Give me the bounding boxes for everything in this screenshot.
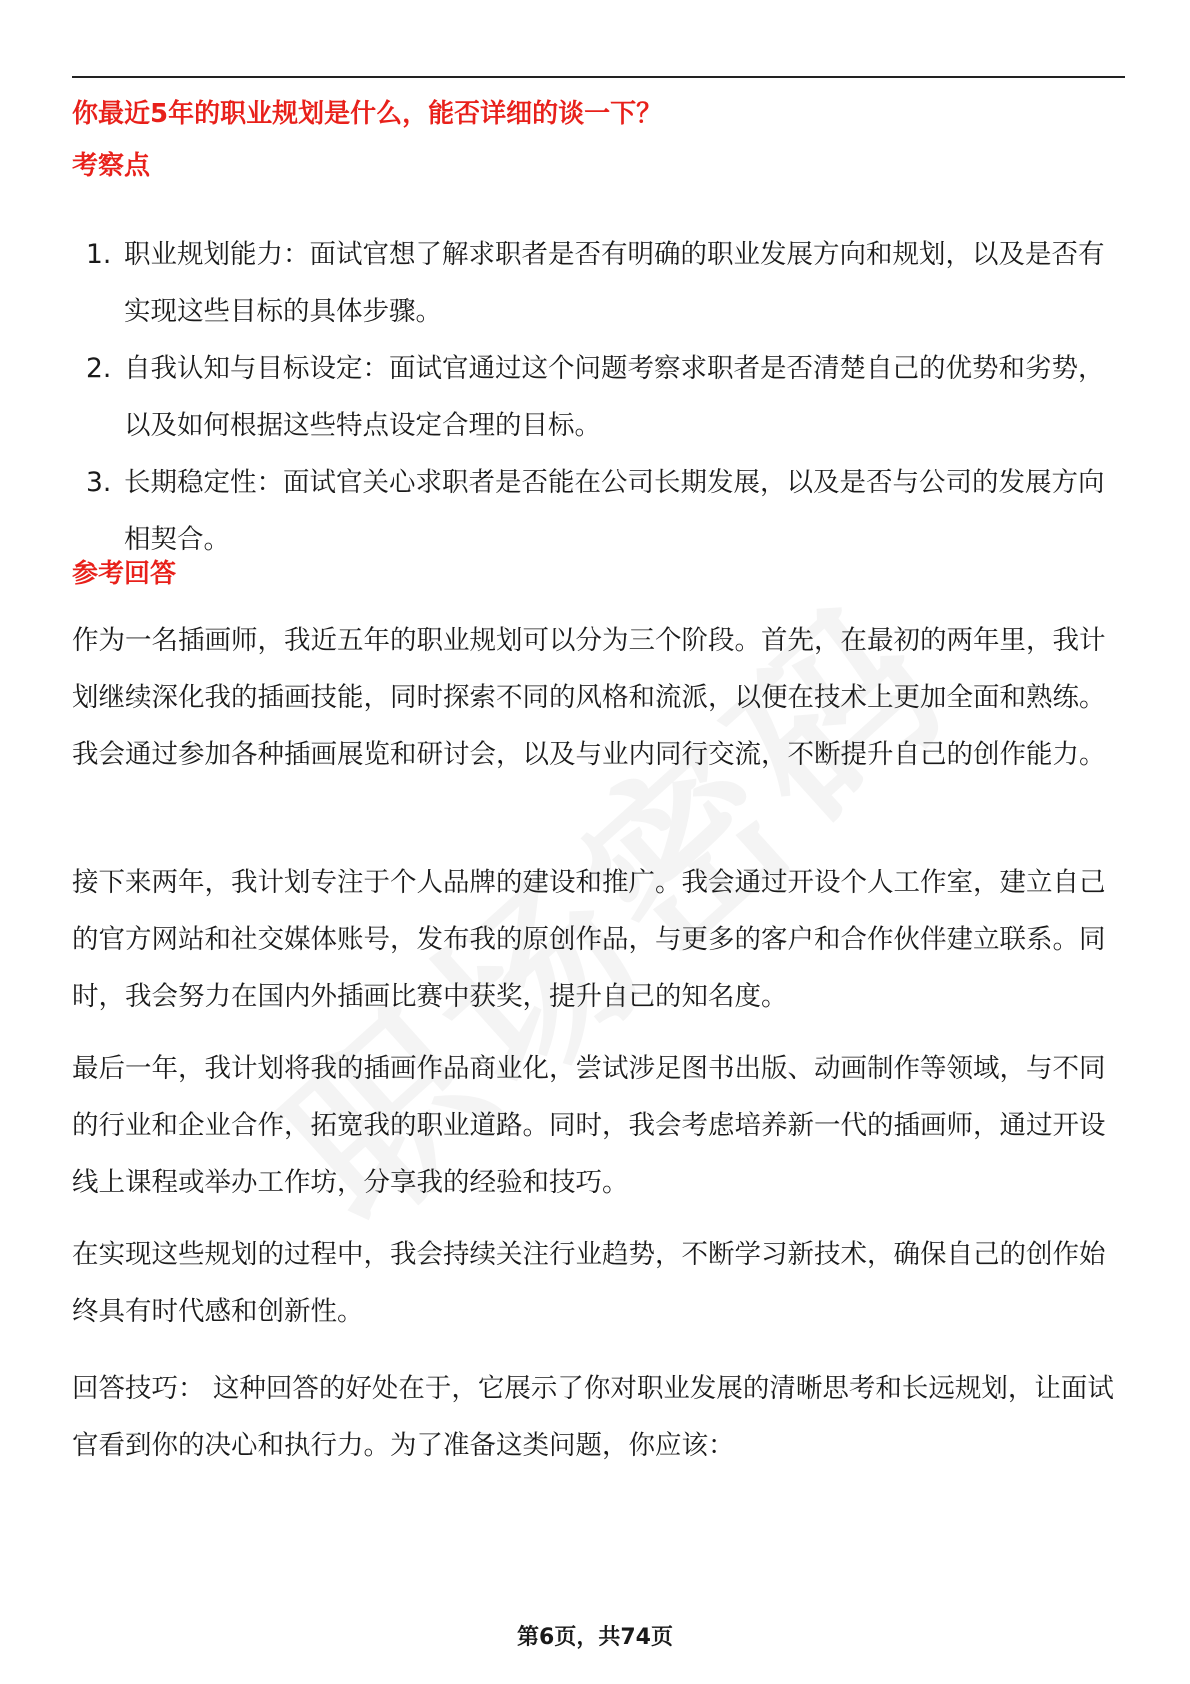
answer-paragraph: 接下来两年，我计划专注于个人品牌的建设和推广。我会通过开设个人工作室，建立自己的官方网站和社交媒体账号，发布我的原创作品，与更多的客户和合作伙伴建立联系。同时，我会努力在国内外插画比赛中获奖，提升自己的知名度。	[72, 867, 1106, 1012]
top-divider	[72, 76, 1125, 78]
list-item	[72, 454, 1122, 568]
list-item	[72, 340, 1122, 454]
list-number: 2.	[86, 353, 112, 384]
answer-paragraph: 作为一名插画师，我近五年的职业规划可以分为三个阶段。首先，在最初的两年里，我计划继续深化我的插画技能，同时探索不同的风格和流派，以便在技术上更加全面和熟练。我会通过参加各种插画展览和研讨会，以及与业内同行交流，不断提升自己的创作能力。	[72, 625, 1106, 770]
list-item-text: 长期稳定性：面试官关心求职者是否能在公司长期发展，以及是否与公司的发展方向相契合。	[124, 467, 1105, 555]
answer-paragraph: 最后一年，我计划将我的插画作品商业化，尝试涉足图书出版、动画制作等领域，与不同的行业和企业合作，拓宽我的职业道路。同时，我会考虑培养新一代的插画师，通过开设线上课程或举办工作坊，分享我的经验和技巧。	[72, 1053, 1106, 1198]
observation-list	[72, 226, 1122, 568]
answer-heading: 参考回答	[72, 559, 177, 589]
list-item-text: 自我认知与目标设定：面试官通过这个问题考察求职者是否清楚自己的优势和劣势，以及如何根据这些特点设定合理的目标。	[124, 353, 1105, 441]
question-title: 你最近5年的职业规划是什么，能否详细的谈一下？	[72, 99, 663, 129]
page-footer: 第6页，共74页	[517, 1625, 673, 1650]
list-number: 1.	[86, 239, 112, 270]
list-item	[72, 226, 1122, 340]
list-item-text: 职业规划能力：面试官想了解求职者是否有明确的职业发展方向和规划，以及是否有实现这些目标的具体步骤。	[124, 239, 1105, 327]
observation-heading: 考察点	[72, 151, 151, 181]
answer-paragraph: 在实现这些规划的过程中，我会持续关注行业趋势，不断学习新技术，确保自己的创作始终具有时代感和创新性。	[72, 1239, 1106, 1327]
list-number: 3.	[86, 467, 112, 498]
answer-tips-paragraph: 回答技巧： 这种回答的好处在于，它展示了你对职业发展的清晰思考和长远规划，让面试官看到你的决心和执行力。为了准备这类问题，你应该：	[72, 1373, 1114, 1461]
